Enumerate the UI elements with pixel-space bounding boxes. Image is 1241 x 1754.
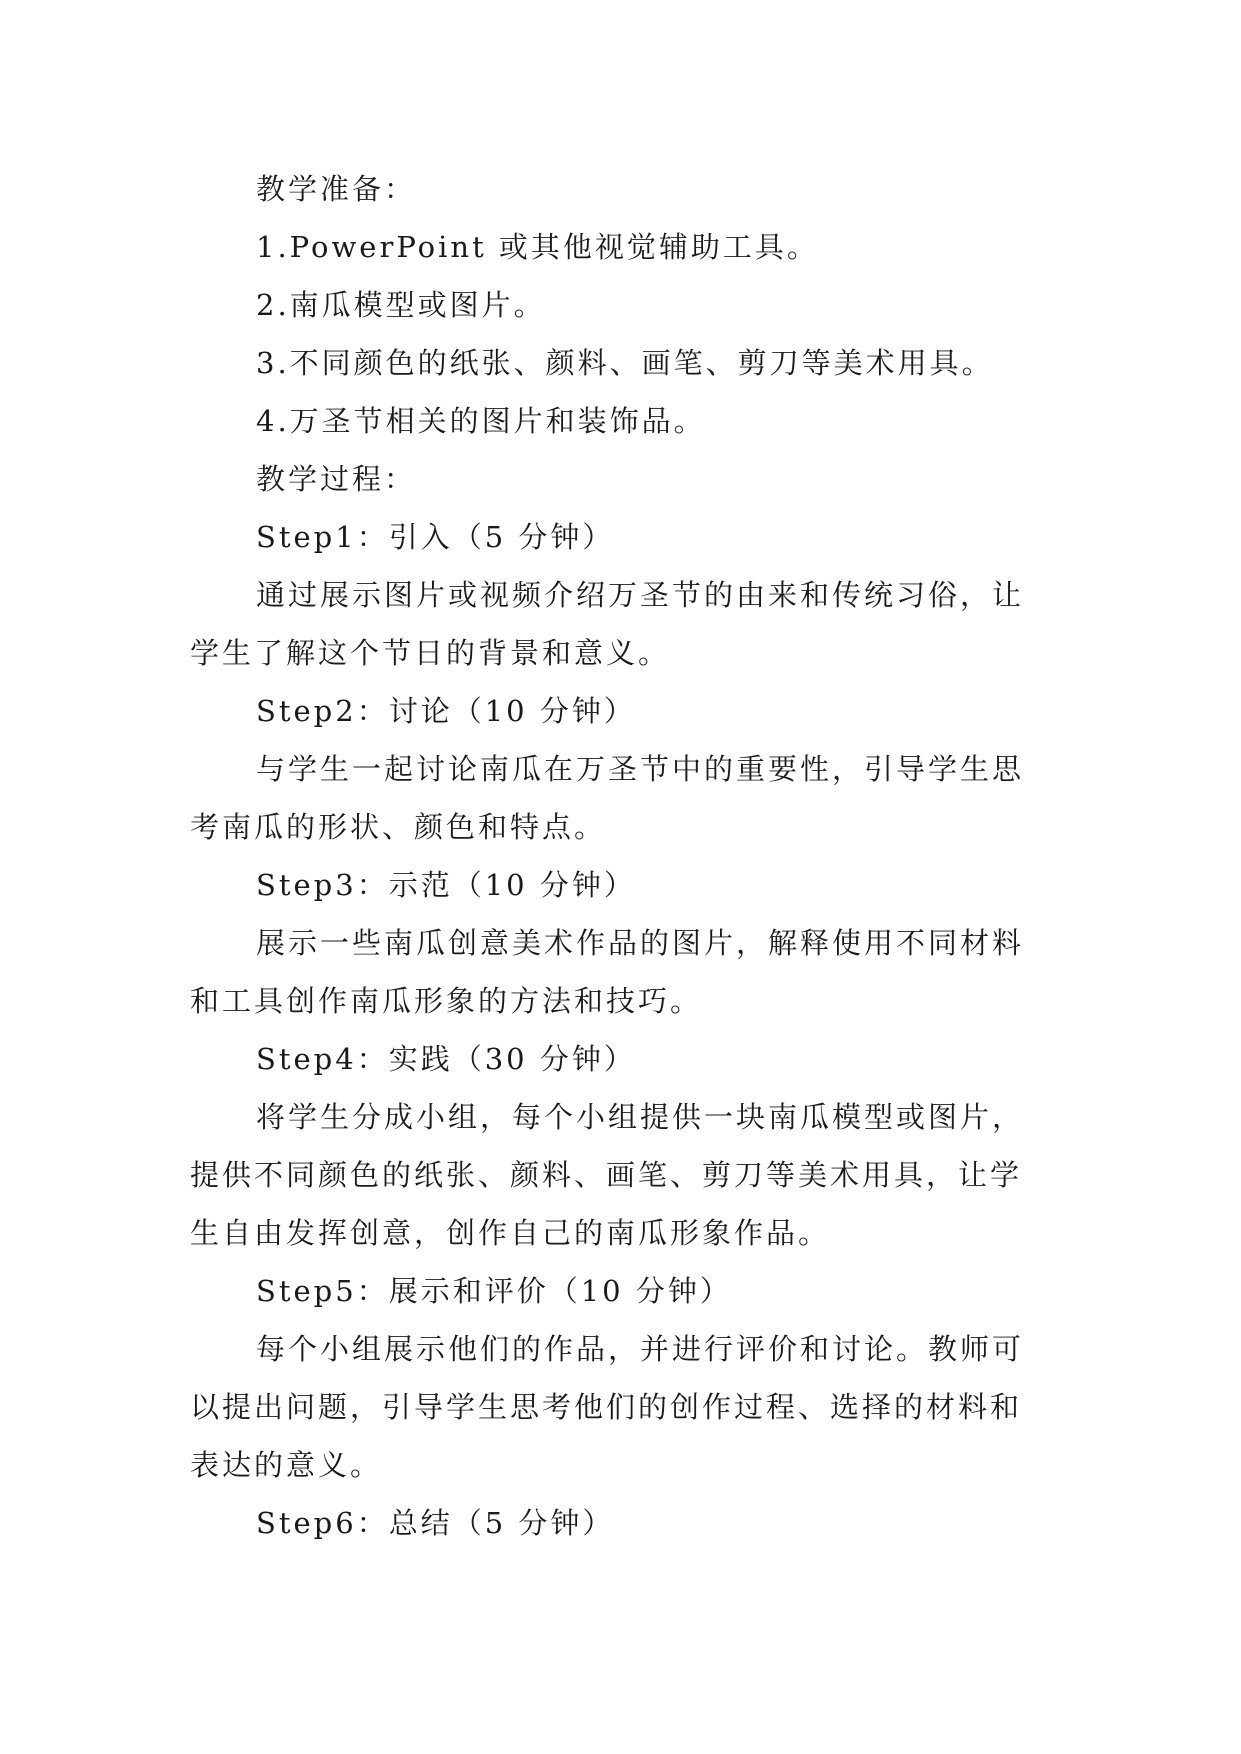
prep-heading: 教学准备： [256,172,417,206]
step-body [190,1320,1060,1494]
step-title: Step4：实践（30 分钟） [256,1042,636,1076]
step-title: Step1：引入（5 分钟） [256,520,615,554]
step-body-line: 学生了解这个节日的背景和意义。 [190,636,671,670]
step-body-line: 展示一些南瓜创意美术作品的图片，解释使用不同材料 [256,926,1025,960]
step-body-line: 将学生分成小组，每个小组提供一块南瓜模型或图片， [256,1100,1025,1134]
step-body-line: 提供不同颜色的纸张、颜料、画笔、剪刀等美术用具，让学 [190,1158,1023,1192]
step-body-line: 考南瓜的形状、颜色和特点。 [190,810,607,844]
step-body-line: 生自由发挥创意，创作自己的南瓜形象作品。 [190,1216,831,1250]
step-body-line: 通过展示图片或视频介绍万圣节的由来和传统习俗，让 [256,578,1025,612]
step-body [190,1088,1060,1262]
prep-item: 1.PowerPoint 或其他视觉辅助工具。 [256,230,819,264]
prep-item: 2.南瓜模型或图片。 [256,288,546,322]
step-body-line: 每个小组展示他们的作品，并进行评价和讨论。教师可 [256,1332,1025,1366]
step-body [190,914,1060,1030]
step-title: Step3：示范（10 分钟） [256,868,636,902]
process-heading: 教学过程： [256,462,417,496]
step-body-line: 与学生一起讨论南瓜在万圣节中的重要性，引导学生思 [256,752,1025,786]
step-body-line: 以提出问题，引导学生思考他们的创作过程、选择的材料和 [190,1390,1023,1424]
step-body-line: 和工具创作南瓜形象的方法和技巧。 [190,984,703,1018]
step-body [190,566,1060,682]
prep-item: 3.不同颜色的纸张、颜料、画笔、剪刀等美术用具。 [256,346,994,380]
step-body-line: 表达的意义。 [190,1448,383,1482]
prep-item: 4.万圣节相关的图片和装饰品。 [256,404,706,438]
document-body [190,160,1060,1552]
step-title: Step5：展示和评价（10 分钟） [256,1274,732,1308]
step-title: Step6：总结（5 分钟） [256,1506,615,1540]
step-body [190,740,1060,856]
step-title: Step2：讨论（10 分钟） [256,694,636,728]
